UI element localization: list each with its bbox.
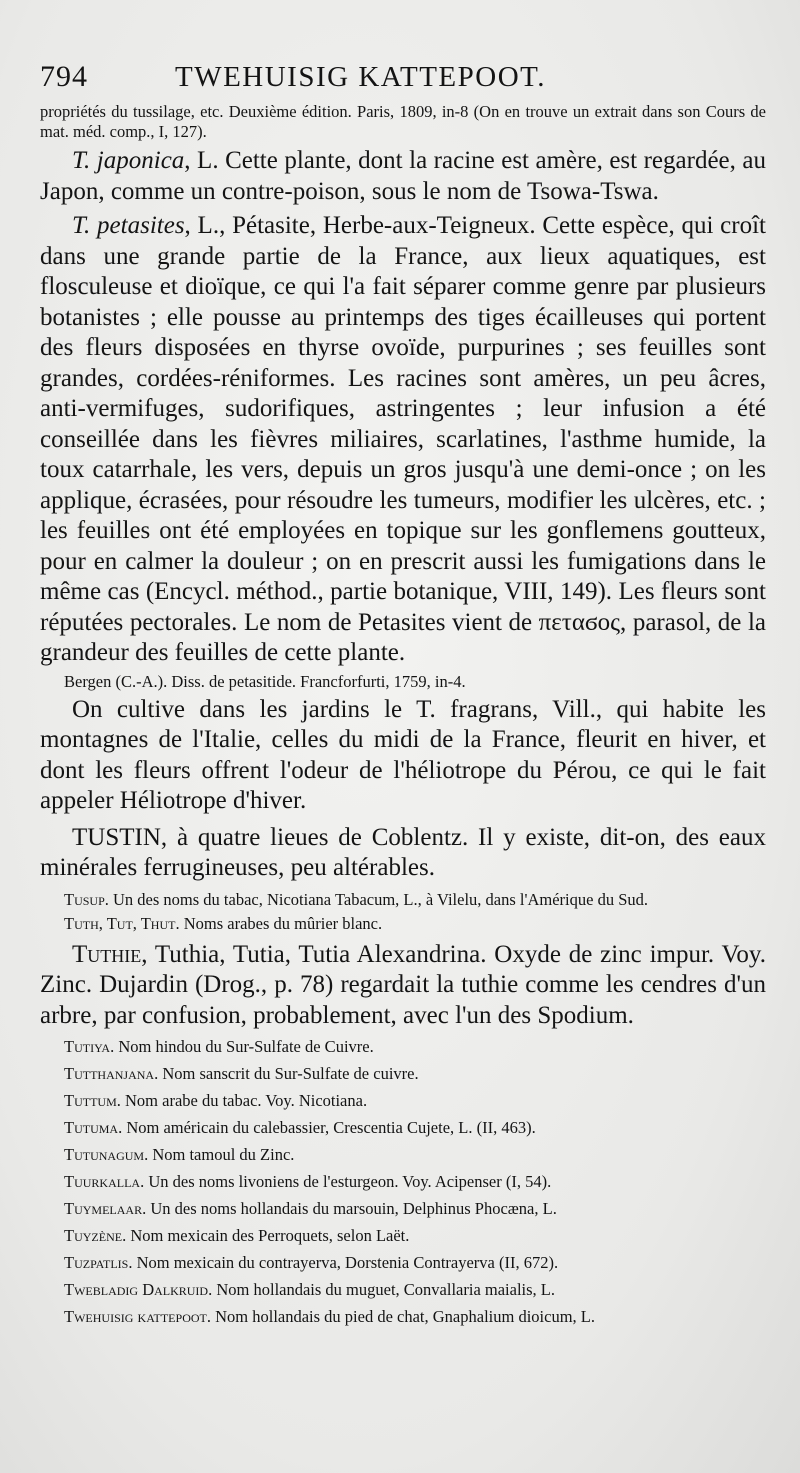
list-item (40, 1062, 766, 1085)
entry-list (40, 1035, 766, 1328)
entry-head: Tuth, Tut, Thut. (64, 913, 180, 933)
entry-text: Nom arabe du tabac. Voy. Nicotiana. (125, 1091, 368, 1110)
entry-text: , L., Pétasite, Herbe-aux-Teigneux. Cette espèce, qui croît dans une grande partie de la France, aux lieux aquatiques, est flosculeuse et dioïque, ce qui l'a fait séparer comme genre par plusieurs botanistes ; elle pousse au printemps des tiges écailleuses qui portent des fleurs disposées en thyrse ovoïde, purpurines ; ses feuilles sont grandes, cordées-réniformes. Les racines sont amères, un peu âcres, anti-vermifuges, sudorifiques, astringentes ; leur infusion a été conseillée dans les fièvres miliaires, scarlatines, l'asthme humide, la toux catarrhale, les vers, depuis un gros jusqu'à une demi-once ; on les applique, écrasées, pour résoudre les tumeurs, modifier les ulcères, etc. ; les feuilles ont été employées en topique sur les gonflemens goutteux, pour en calmer la douleur ; on en prescrit aussi les fumigations dans le même cas (Encycl. méthod., partie botanique, VIII, 149). Les fleurs sont réputées pectorales. Le nom de Petasites vient de πεταϭος, parasol, de la grandeur des feuilles de cette plante. (40, 212, 766, 666)
entry-tuth (40, 914, 766, 934)
entry-head: Tutuma. (64, 1118, 123, 1137)
entry-head: T. petasites (72, 212, 185, 239)
bergen-reference: Bergen (C.-A.). Diss. de petasitide. Francforfurti, 1759, in-4. (64, 671, 466, 691)
entry-head: Tutthanjana. (64, 1064, 159, 1083)
entry-t-japonica (40, 146, 766, 207)
entry-text: Un des noms livoniens de l'esturgeon. Voy. Acipenser (I, 54). (148, 1172, 552, 1191)
entry-t-petasites (40, 211, 766, 669)
entry-tustin (40, 823, 766, 884)
entry-head: Tuttum. (64, 1091, 121, 1110)
list-item (40, 1224, 766, 1247)
entry-head: Tuurkalla. (64, 1172, 145, 1191)
entry-text: Nom mexicain des Perroquets, selon Laët. (130, 1226, 410, 1245)
list-item (40, 1197, 766, 1220)
entry-text: Nom sanscrit du Sur-Sulfate de cuivre. (162, 1064, 419, 1083)
entry-head: Tuyzène. (64, 1226, 127, 1245)
entry-head: T. japonica (72, 147, 185, 174)
entry-head: Twebladig Dalkruid. (64, 1280, 213, 1299)
entry-text: Noms arabes du mûrier blanc. (183, 913, 383, 933)
page-header (40, 60, 766, 102)
entry-text: , à quatre lieues de Coblentz. Il y existe, dit-on, des eaux minérales ferrugineuses, peu altérables. (40, 823, 766, 881)
entry-tuthie (40, 940, 766, 1032)
entry-text: , Tuthia, Tutia, Tutia Alexandrina. Oxyde de zinc impur. Voy. Zinc. Dujardin (Drog., p. 78) regardait la tuthie comme les cendres d'un arbre, par confusion, probablement, avec l'un des Spodium. (40, 940, 766, 1029)
entry-text: Un des noms hollandais du marsouin, Delphinus Phocæna, L. (150, 1199, 557, 1218)
entry-text: Nom tamoul du Zinc. (152, 1145, 295, 1164)
entry-text: Nom hollandais du pied de chat, Gnaphalium dioicum, L. (215, 1307, 595, 1326)
entry-head: Tutunagum. (64, 1145, 149, 1164)
list-item (40, 1116, 766, 1139)
entry-head: Tuthie (72, 940, 142, 968)
entry-head: Tusup. (64, 889, 109, 909)
top-note: propriétés du tussilage, etc. Deuxième édition. Paris, 1809, in-8 (On en trouve un extrait dans son Cours de mat. méd. comp., I, 127). (40, 102, 766, 141)
entry-head: Twehuisig kattepoot. (64, 1307, 211, 1326)
entry-text: Un des noms du tabac, Nicotiana Tabacum, L., à Vilelu, dans l'Amérique du Sud. (113, 889, 648, 909)
list-item (40, 1143, 766, 1166)
page-number: 794 (40, 60, 88, 93)
paragraph-t-fragrans: On cultive dans les jardins le T. fragrans, Vill., qui habite les montagnes de l'Italie, celles du midi de la France, fleurit en hiver, et dont les fleurs offrent l'odeur de l'héliotrope du Pérou, ce qui le fait appeler Héliotrope d'hiver. (40, 695, 766, 814)
entry-text: Nom américain du calebassier, Crescentia Cujete, L. (II, 463). (126, 1118, 536, 1137)
list-item (40, 1278, 766, 1301)
entry-head: TUSTIN (72, 823, 161, 851)
running-title: TWEHUISIG KATTEPOOT. (175, 61, 546, 93)
entry-text: Nom hollandais du muguet, Convallaria maialis, L. (216, 1280, 556, 1299)
entry-head: Tutiya. (64, 1037, 115, 1056)
entry-tusup (40, 890, 766, 910)
list-item (40, 1305, 766, 1328)
entry-text: Nom hindou du Sur-Sulfate de Cuivre. (118, 1037, 374, 1056)
entry-text: Nom mexicain du contrayerva, Dorstenia Contrayerva (II, 672). (136, 1253, 559, 1272)
list-item (40, 1089, 766, 1112)
list-item (40, 1170, 766, 1193)
entry-head: Tuzpatlis. (64, 1253, 133, 1272)
entry-head: Tuymelaar. (64, 1199, 147, 1218)
list-item (40, 1251, 766, 1274)
entry-text: , L. Cette plante, dont la racine est amère, est regardée, au Japon, comme un contre-poison, sous le nom de Tsowa-Tswa. (40, 147, 766, 205)
list-item (40, 1035, 766, 1058)
